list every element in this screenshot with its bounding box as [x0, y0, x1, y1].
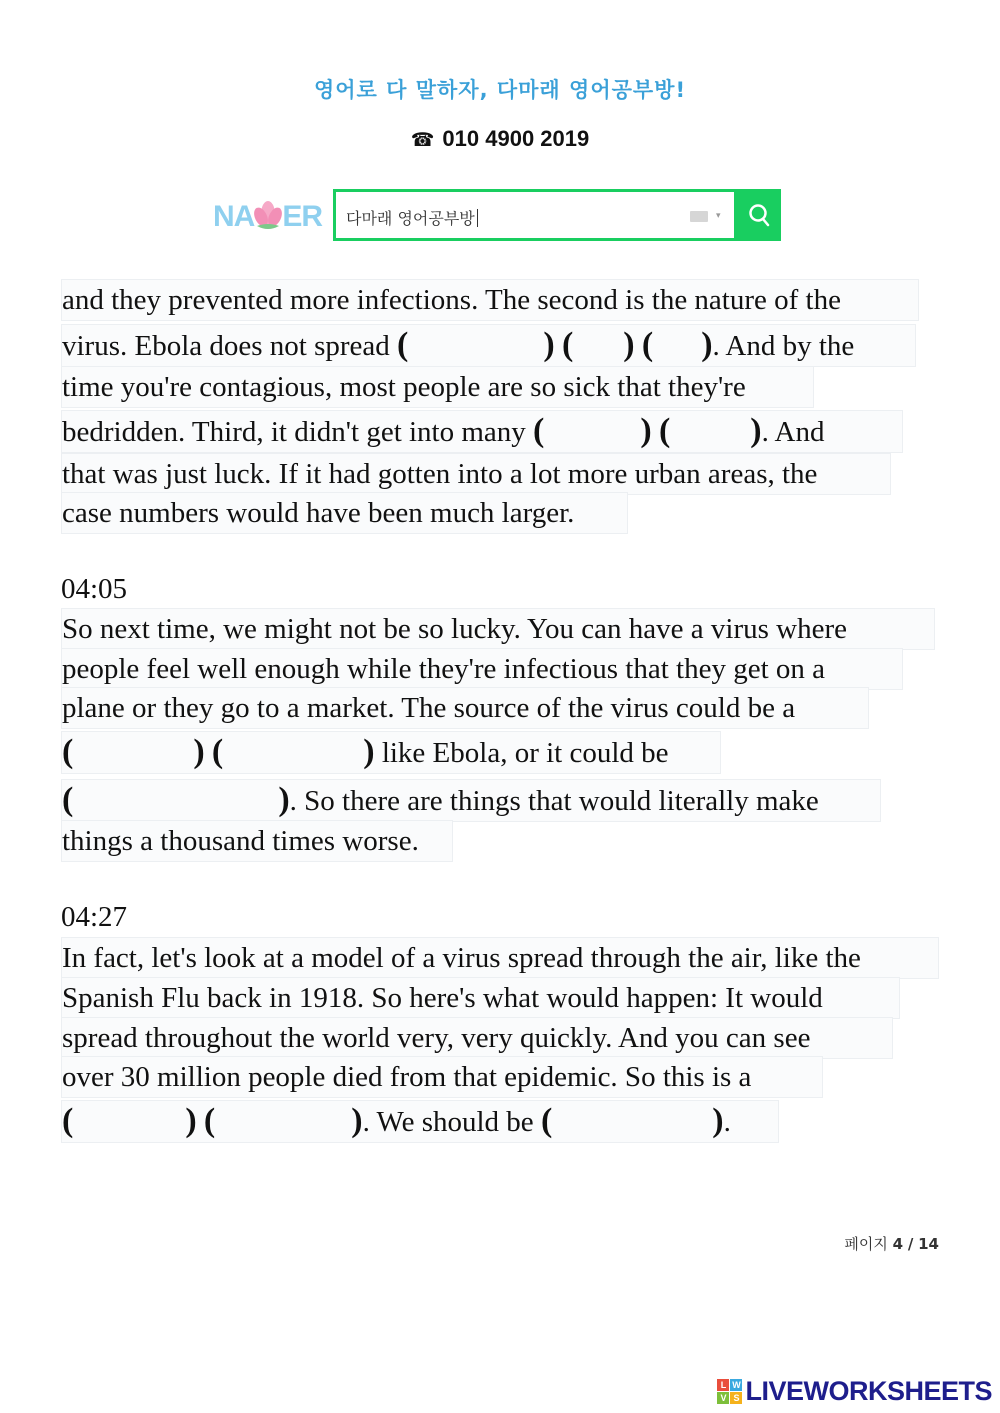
search-engine-logo: NA ER [213, 200, 323, 233]
transcript-line: that was just luck. If it had gotten into a lot more urban areas, the [61, 453, 891, 495]
transcript-line: spread throughout the world very, very quickly. And you can see [61, 1017, 893, 1059]
timestamp: 04:05 [61, 573, 128, 605]
chevron-down-icon[interactable]: ▾ [716, 211, 721, 221]
transcript-line: bedridden. Third, it didn't get into many ( ) ( ). And [61, 410, 903, 453]
transcript-line: ( ) ( ) like Ebola, or it could be [61, 731, 721, 774]
transcript-line: over 30 million people died from that epidemic. So this is a [61, 1056, 823, 1098]
transcript-line: ( ) ( ). We should be ( ). [61, 1100, 779, 1143]
transcript-line: So next time, we might not be so lucky. You can have a virus where [61, 608, 935, 650]
transcript-line: In fact, let's look at a model of a virus spread through the air, like the [61, 937, 939, 979]
timestamp: 04:27 [61, 901, 128, 933]
transcript-line: things a thousand times worse. [61, 820, 453, 862]
phone-line [0, 126, 1000, 152]
phone-number: 010 4900 2019 [442, 126, 590, 151]
lotus-icon [253, 198, 283, 232]
liveworksheets-badge-icon: L W V S [717, 1379, 742, 1404]
search-query: 다마래 영어공부방 [346, 209, 475, 228]
transcript-line: ( ). So there are things that would literally make [61, 779, 881, 822]
search-button[interactable] [737, 189, 781, 241]
transcript-line: case numbers would have been much larger. [61, 492, 628, 534]
keyboard-icon[interactable] [690, 211, 708, 222]
blank-open-paren: ( [397, 326, 409, 363]
transcript-line: virus. Ebola does not spread ( ) ( ) ( ). And by the [61, 324, 916, 367]
transcript-line: people feel well enough while they're infectious that they get on a [61, 648, 903, 690]
page-indicator: 페이지 4 / 14 [844, 1235, 939, 1253]
transcript-line: time you're contagious, most people are so sick that they're [61, 366, 814, 408]
search-input[interactable] [333, 189, 737, 241]
liveworksheets-logo [717, 1376, 992, 1407]
transcript-line: and they prevented more infections. The second is the nature of the [61, 279, 919, 321]
transcript-line: plane or they go to a market. The source of the virus could be a [61, 687, 869, 729]
brand-name: LIVEWORKSHEETS [745, 1376, 992, 1406]
search-icon [748, 203, 770, 227]
page-header-title: 영어로 다 말하자, 다마래 영어공부방! [313, 78, 687, 102]
phone-icon: ☎ [410, 129, 435, 151]
transcript-line: Spanish Flu back in 1918. So here's what would happen: It would [61, 977, 900, 1019]
